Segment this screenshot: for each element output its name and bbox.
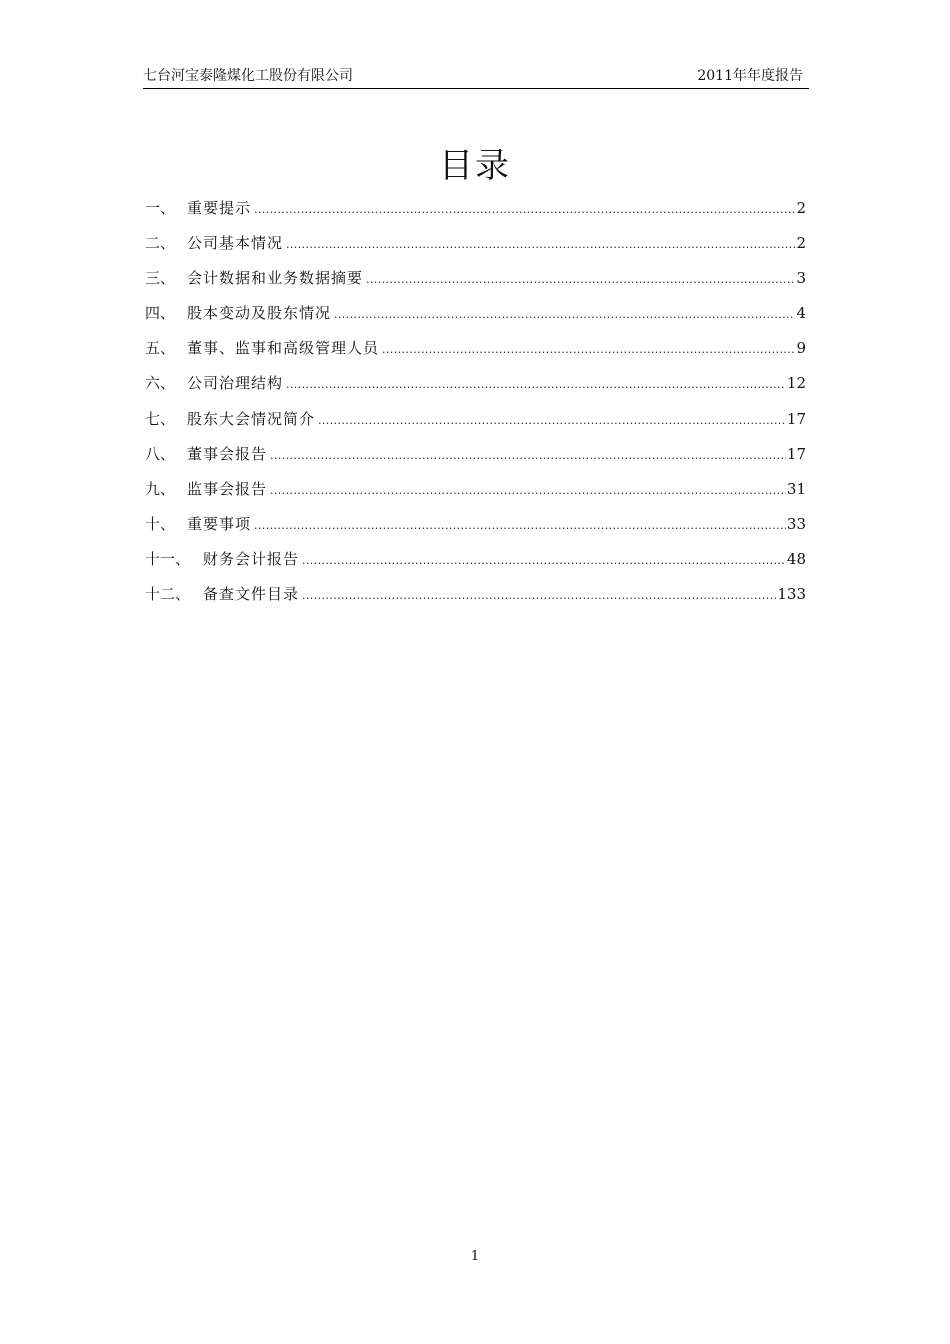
toc-entry-number: 五、 — [145, 339, 176, 358]
toc-entry-page: 133 — [777, 585, 806, 604]
toc-entry-number: 十二、 — [145, 585, 191, 604]
toc-entry-number: 二、 — [145, 234, 176, 253]
toc-entry-page: 9 — [796, 339, 806, 358]
toc-entry-page: 2 — [796, 234, 806, 253]
toc-entry-title: 公司基本情况 — [187, 234, 284, 253]
page-header — [143, 66, 809, 89]
toc-dot-leader — [366, 269, 795, 291]
toc-entry-number: 六、 — [145, 374, 176, 393]
toc-entry-number: 八、 — [145, 444, 176, 463]
toc-entry-5[interactable] — [145, 337, 806, 372]
toc-entry-2[interactable] — [145, 232, 806, 267]
toc-dot-leader — [302, 585, 776, 607]
toc-dot-leader — [270, 445, 786, 467]
toc-entry-page: 17 — [786, 409, 806, 428]
toc-entry-8[interactable] — [145, 443, 806, 478]
toc-dot-leader — [286, 234, 795, 256]
table-of-contents — [145, 197, 806, 618]
toc-entry-title: 股东大会情况简介 — [187, 409, 316, 428]
toc-dot-leader — [254, 199, 795, 221]
header-report-title: 2011年年度报告 — [697, 68, 803, 84]
toc-entry-title: 重要提示 — [187, 199, 252, 217]
toc-entry-page: 48 — [786, 549, 806, 568]
toc-entry-3[interactable] — [145, 267, 806, 302]
toc-dot-leader — [286, 374, 786, 396]
toc-dot-leader — [270, 480, 786, 502]
toc-entry-10[interactable] — [145, 513, 806, 548]
toc-entry-number: 十、 — [145, 514, 176, 533]
toc-entry-12[interactable] — [145, 583, 806, 618]
toc-dot-leader — [254, 515, 786, 537]
toc-dot-leader — [382, 339, 795, 361]
toc-entry-7[interactable] — [145, 408, 806, 443]
toc-entry-page: 31 — [786, 479, 806, 498]
toc-entry-number: 四、 — [145, 304, 176, 323]
toc-entry-number: 三、 — [145, 269, 176, 288]
toc-entry-6[interactable] — [145, 372, 806, 407]
toc-entry-page: 12 — [786, 374, 806, 393]
toc-entry-page: 17 — [786, 444, 806, 463]
toc-entry-page: 4 — [796, 304, 806, 323]
toc-entry-title: 公司治理结构 — [187, 374, 284, 393]
toc-entry-1[interactable] — [145, 197, 806, 232]
toc-entry-page: 33 — [786, 514, 806, 533]
toc-entry-title: 监事会报告 — [187, 479, 268, 498]
toc-entry-title: 股本变动及股东情况 — [187, 304, 332, 323]
toc-entry-page: 2 — [796, 199, 806, 217]
toc-entry-page: 3 — [796, 269, 806, 288]
page-number: 1 — [470, 1249, 480, 1264]
toc-entry-9[interactable] — [145, 478, 806, 513]
toc-dot-leader — [318, 410, 786, 432]
toc-entry-number: 十一、 — [145, 549, 191, 568]
toc-entry-title: 备查文件目录 — [203, 585, 300, 604]
toc-entry-title: 董事、监事和高级管理人员 — [187, 339, 380, 358]
toc-entry-title: 重要事项 — [187, 514, 252, 533]
toc-dot-leader — [302, 550, 786, 572]
toc-dot-leader — [334, 304, 795, 326]
toc-entry-title: 董事会报告 — [187, 444, 268, 463]
toc-entry-number: 一、 — [145, 199, 176, 217]
toc-entry-11[interactable] — [145, 548, 806, 583]
toc-entry-4[interactable] — [145, 302, 806, 337]
toc-entry-title: 财务会计报告 — [203, 549, 300, 568]
toc-entry-number: 七、 — [145, 409, 176, 428]
toc-title: 目录 — [439, 146, 511, 186]
header-company-name: 七台河宝泰隆煤化工股份有限公司 — [143, 68, 353, 84]
toc-entry-number: 九、 — [145, 479, 176, 498]
toc-entry-title: 会计数据和业务数据摘要 — [187, 269, 364, 288]
